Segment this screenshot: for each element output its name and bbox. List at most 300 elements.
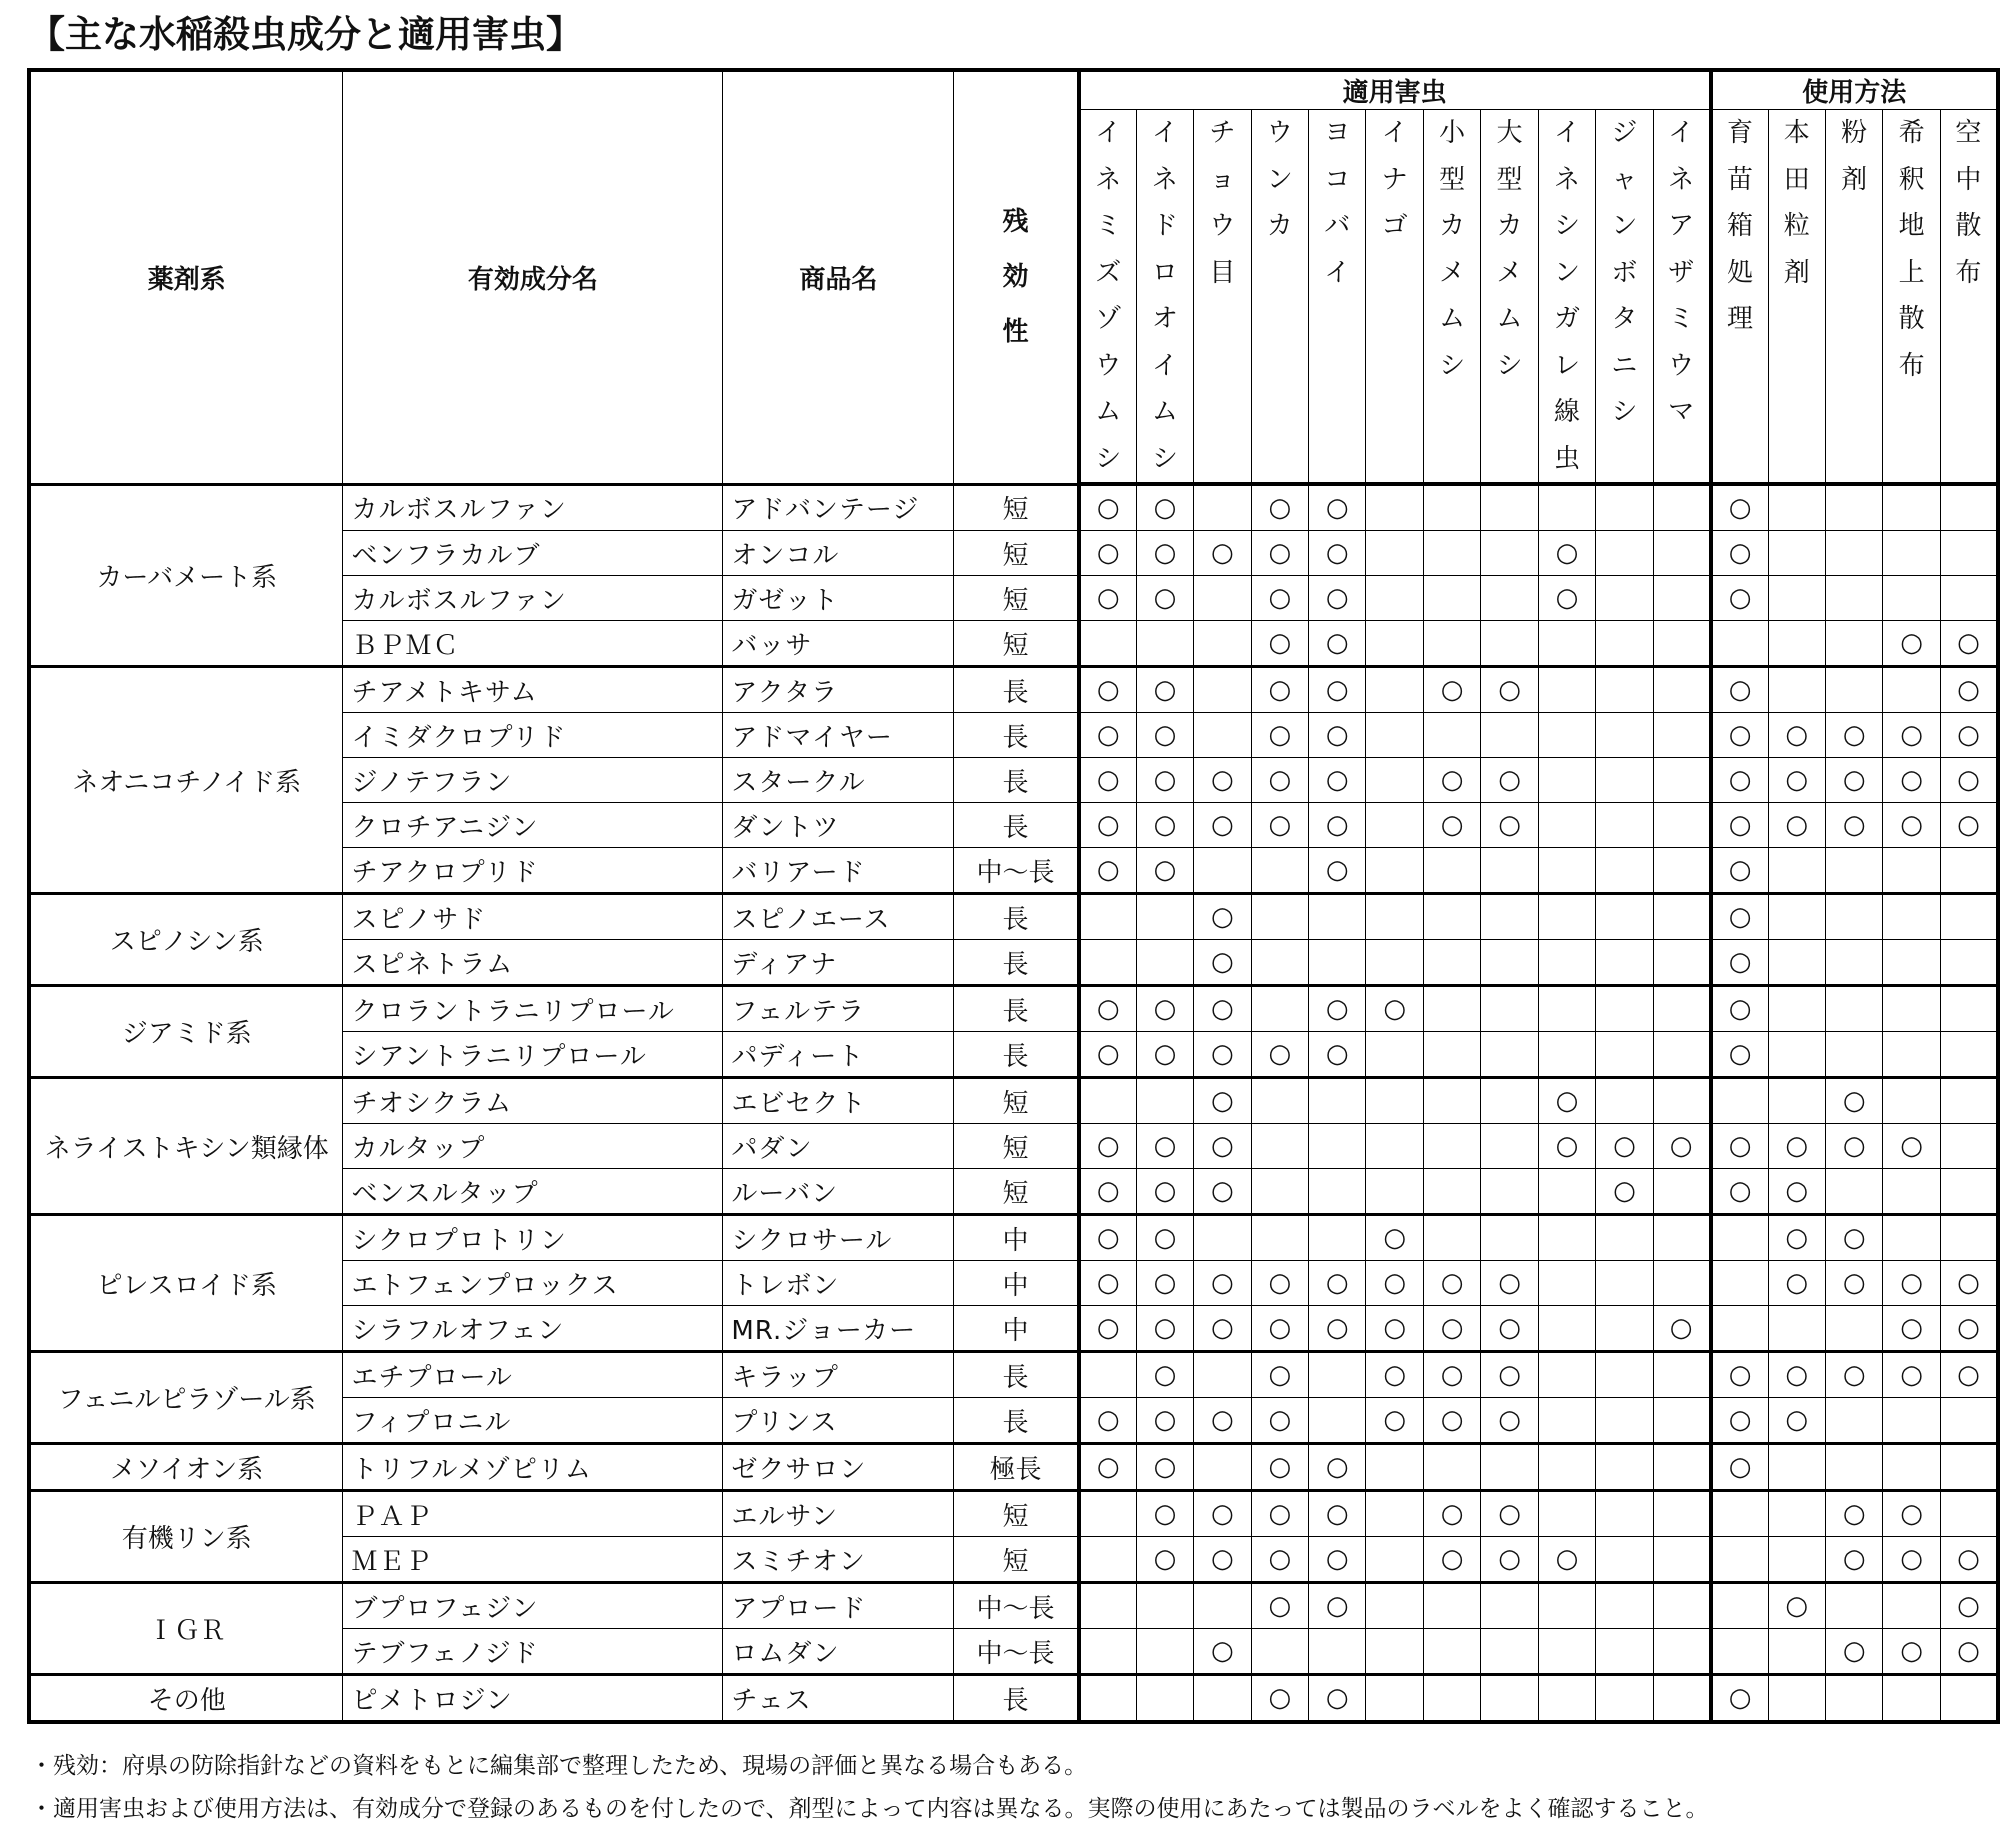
mark-empty (1079, 940, 1136, 986)
mark-empty (1366, 940, 1423, 986)
mark-circle: ○ (1309, 1537, 1366, 1583)
mark-empty (1423, 1124, 1480, 1169)
cell-residual: 長 (954, 667, 1079, 713)
mark-circle: ○ (1825, 1215, 1882, 1261)
mark-empty (1538, 986, 1595, 1032)
mark-empty (1538, 1398, 1595, 1444)
mark-empty (1251, 986, 1308, 1032)
cell-residual: 短 (954, 576, 1079, 621)
mark-empty (1423, 986, 1480, 1032)
mark-circle: ○ (1711, 1398, 1768, 1444)
mark-empty (1883, 1032, 1940, 1078)
cell-product: アプロード (723, 1583, 954, 1629)
mark-circle: ○ (1251, 713, 1308, 758)
mark-circle: ○ (1309, 1675, 1366, 1723)
cell-product: スタークル (723, 758, 954, 803)
mark-empty (1940, 986, 1998, 1032)
mark-circle: ○ (1136, 1398, 1193, 1444)
header-pests-group: 適用害虫 (1079, 70, 1711, 110)
mark-circle: ○ (1251, 1352, 1308, 1398)
mark-circle: ○ (1366, 1215, 1423, 1261)
mark-empty (1194, 484, 1251, 531)
header-pest-2-char: チ (1209, 118, 1236, 148)
mark-circle: ○ (1309, 1032, 1366, 1078)
header-pest-8-char: シ (1553, 211, 1580, 241)
mark-empty (1481, 621, 1538, 667)
mark-circle: ○ (1136, 1537, 1193, 1583)
mark-empty (1481, 894, 1538, 940)
mark-circle: ○ (1481, 1537, 1538, 1583)
header-method-4-char: 散 (1955, 211, 1982, 241)
table-row (29, 1444, 1998, 1491)
cell-ingredient: エチプロール (343, 1352, 723, 1398)
cell-ingredient: トリフルメゾピリム (343, 1444, 723, 1491)
mark-circle: ○ (1883, 1537, 1940, 1583)
cell-ingredient: チアメトキサム (343, 667, 723, 713)
mark-circle: ○ (1940, 1537, 1998, 1583)
mark-circle: ○ (1194, 986, 1251, 1032)
mark-circle: ○ (1825, 1629, 1882, 1675)
mark-circle: ○ (1711, 848, 1768, 894)
cell-ingredient: クロチアニジン (343, 803, 723, 848)
mark-empty (1481, 1444, 1538, 1491)
header-pest-4 (1309, 110, 1366, 485)
header-product: 商品名 (723, 70, 954, 484)
mark-circle: ○ (1079, 1124, 1136, 1169)
mark-empty (1194, 576, 1251, 621)
mark-circle: ○ (1194, 758, 1251, 803)
mark-circle: ○ (1251, 1537, 1308, 1583)
mark-empty (1768, 1032, 1825, 1078)
mark-empty (1481, 576, 1538, 621)
mark-empty (1251, 848, 1308, 894)
mark-empty (1596, 1491, 1653, 1537)
mark-empty (1366, 531, 1423, 576)
cell-residual: 短 (954, 484, 1079, 531)
mark-circle: ○ (1538, 1124, 1595, 1169)
header-pest-8-char: 虫 (1553, 443, 1580, 474)
mark-empty (1596, 1215, 1653, 1261)
mark-empty (1883, 667, 1940, 713)
cell-ingredient: カルボスルファン (343, 576, 723, 621)
insecticide-table (27, 68, 2000, 1724)
mark-empty (1538, 667, 1595, 713)
mark-empty (1711, 1583, 1768, 1629)
cell-product: ゼクサロン (723, 1444, 954, 1491)
header-pest-0-char: ミ (1095, 211, 1122, 241)
mark-circle: ○ (1251, 1675, 1308, 1723)
mark-circle: ○ (1940, 1583, 1998, 1629)
header-pest-5 (1366, 110, 1423, 485)
header-pest-9-char: ジ (1611, 118, 1638, 148)
cell-class: ピレスロイド系 (29, 1215, 343, 1352)
mark-empty (1538, 1306, 1595, 1352)
header-pest-10-char: イ (1668, 118, 1695, 148)
cell-product: バリアード (723, 848, 954, 894)
mark-empty (1481, 1629, 1538, 1675)
mark-empty (1136, 1078, 1193, 1124)
mark-circle: ○ (1079, 667, 1136, 713)
cell-product: キラップ (723, 1352, 954, 1398)
header-pest-0-char: ゾ (1095, 304, 1122, 334)
mark-empty (1596, 1398, 1653, 1444)
mark-circle: ○ (1940, 621, 1998, 667)
header-method-2-char: 粉 (1841, 118, 1868, 148)
mark-empty (1653, 1078, 1710, 1124)
mark-circle: ○ (1596, 1124, 1653, 1169)
mark-empty (1596, 1444, 1653, 1491)
mark-empty (1366, 484, 1423, 531)
mark-circle: ○ (1883, 758, 1940, 803)
mark-empty (1538, 1444, 1595, 1491)
mark-circle: ○ (1079, 1032, 1136, 1078)
cell-residual: 長 (954, 894, 1079, 940)
header-method-1 (1768, 110, 1825, 485)
mark-circle: ○ (1940, 758, 1998, 803)
mark-circle: ○ (1251, 576, 1308, 621)
mark-empty (1366, 1124, 1423, 1169)
mark-circle: ○ (1309, 1306, 1366, 1352)
mark-empty (1940, 1078, 1998, 1124)
mark-circle: ○ (1309, 986, 1366, 1032)
mark-empty (1596, 531, 1653, 576)
mark-circle: ○ (1366, 1352, 1423, 1398)
mark-circle: ○ (1538, 1537, 1595, 1583)
mark-circle: ○ (1251, 758, 1308, 803)
table-row (29, 1675, 1998, 1723)
mark-empty (1653, 803, 1710, 848)
cell-ingredient: シアントラニリプロール (343, 1032, 723, 1078)
header-methods-group: 使用方法 (1711, 70, 1998, 110)
mark-circle: ○ (1883, 1491, 1940, 1537)
cell-product: スミチオン (723, 1537, 954, 1583)
table-row (29, 484, 1998, 531)
mark-empty (1481, 1032, 1538, 1078)
table-row (29, 1491, 1998, 1537)
cell-residual: 長 (954, 1398, 1079, 1444)
header-pest-7-char: 型 (1496, 164, 1523, 195)
mark-empty (1366, 803, 1423, 848)
mark-empty (1481, 986, 1538, 1032)
mark-circle: ○ (1711, 986, 1768, 1032)
header-method-3-char: 上 (1898, 257, 1925, 288)
cell-ingredient: チオシクラム (343, 1078, 723, 1124)
header-pest-1 (1136, 110, 1193, 485)
mark-empty (1309, 940, 1366, 986)
cell-residual: 中 (954, 1215, 1079, 1261)
mark-circle: ○ (1251, 1261, 1308, 1306)
mark-empty (1653, 1444, 1710, 1491)
cell-residual: 長 (954, 758, 1079, 803)
mark-circle: ○ (1079, 803, 1136, 848)
header-pest-9 (1596, 110, 1653, 485)
mark-circle: ○ (1194, 1537, 1251, 1583)
mark-circle: ○ (1883, 1124, 1940, 1169)
mark-empty (1194, 713, 1251, 758)
cell-residual: 長 (954, 803, 1079, 848)
mark-empty (1423, 1444, 1480, 1491)
mark-empty (1596, 940, 1653, 986)
cell-ingredient: ブプロフェジン (343, 1583, 723, 1629)
mark-empty (1596, 986, 1653, 1032)
cell-ingredient: スピノサド (343, 894, 723, 940)
header-method-4-char: 布 (1955, 257, 1982, 288)
mark-empty (1194, 848, 1251, 894)
mark-empty (1538, 621, 1595, 667)
mark-circle: ○ (1194, 1078, 1251, 1124)
mark-empty (1481, 484, 1538, 531)
cell-ingredient: イミダクロプリド (343, 713, 723, 758)
header-pest-4-char: コ (1324, 164, 1351, 195)
mark-empty (1653, 713, 1710, 758)
mark-circle: ○ (1423, 803, 1480, 848)
header-pest-9-char: ャ (1611, 164, 1638, 195)
mark-empty (1940, 1675, 1998, 1723)
mark-empty (1653, 848, 1710, 894)
mark-empty (1423, 1215, 1480, 1261)
mark-circle: ○ (1309, 484, 1366, 531)
header-pest-7-char: カ (1496, 211, 1523, 241)
header-pest-9-char: シ (1611, 397, 1638, 427)
mark-circle: ○ (1309, 713, 1366, 758)
mark-circle: ○ (1940, 1261, 1998, 1306)
header-pest-2 (1194, 110, 1251, 485)
header-pest-1-char: オ (1151, 304, 1178, 334)
header-method-1-char: 本 (1783, 118, 1810, 148)
mark-empty (1940, 1215, 1998, 1261)
mark-empty (1194, 1444, 1251, 1491)
mark-circle: ○ (1768, 1583, 1825, 1629)
mark-empty (1883, 1169, 1940, 1215)
mark-empty (1825, 1444, 1882, 1491)
mark-empty (1940, 1491, 1998, 1537)
mark-circle: ○ (1309, 667, 1366, 713)
mark-empty (1768, 1306, 1825, 1352)
header-pest-6-char: シ (1439, 350, 1466, 381)
mark-empty (1653, 1629, 1710, 1675)
cell-residual: 中～長 (954, 848, 1079, 894)
cell-product: パダン (723, 1124, 954, 1169)
header-method-3 (1883, 110, 1940, 485)
header-pest-0-char: シ (1095, 443, 1122, 474)
mark-empty (1366, 667, 1423, 713)
mark-circle: ○ (1883, 713, 1940, 758)
cell-class: ＩＧＲ (29, 1583, 343, 1675)
header-method-0-char: 育 (1727, 118, 1754, 148)
cell-product: スピノエース (723, 894, 954, 940)
mark-empty (1883, 1398, 1940, 1444)
mark-circle: ○ (1136, 1306, 1193, 1352)
mark-empty (1481, 1215, 1538, 1261)
mark-empty (1825, 1675, 1882, 1723)
mark-circle: ○ (1711, 484, 1768, 531)
cell-ingredient: テブフェノジド (343, 1629, 723, 1675)
mark-empty (1768, 1444, 1825, 1491)
mark-empty (1711, 621, 1768, 667)
mark-empty (1481, 1583, 1538, 1629)
header-method-1-char: 粒 (1783, 211, 1810, 241)
mark-empty (1366, 1629, 1423, 1675)
mark-empty (1538, 940, 1595, 986)
table-row (29, 1078, 1998, 1124)
header-method-0 (1711, 110, 1768, 485)
cell-residual: 長 (954, 1352, 1079, 1398)
mark-empty (1883, 986, 1940, 1032)
mark-empty (1309, 1398, 1366, 1444)
header-pest-0-char: ム (1095, 397, 1122, 427)
mark-empty (1538, 1352, 1595, 1398)
mark-circle: ○ (1423, 1491, 1480, 1537)
mark-circle: ○ (1883, 1261, 1940, 1306)
mark-circle: ○ (1194, 1491, 1251, 1537)
header-pest-3 (1251, 110, 1308, 485)
mark-empty (1596, 1352, 1653, 1398)
mark-empty (1136, 1675, 1193, 1723)
cell-product: MR.ジョーカー (723, 1306, 954, 1352)
header-method-4 (1940, 110, 1998, 485)
mark-empty (1194, 1215, 1251, 1261)
mark-circle: ○ (1768, 1398, 1825, 1444)
mark-circle: ○ (1711, 1675, 1768, 1723)
mark-circle: ○ (1194, 1261, 1251, 1306)
mark-empty (1423, 1675, 1480, 1723)
mark-circle: ○ (1825, 1124, 1882, 1169)
mark-circle: ○ (1194, 1306, 1251, 1352)
mark-empty (1423, 713, 1480, 758)
mark-circle: ○ (1309, 1444, 1366, 1491)
table-row (29, 1215, 1998, 1261)
mark-empty (1596, 576, 1653, 621)
header-class: 薬剤系 (29, 70, 343, 484)
mark-empty (1883, 1675, 1940, 1723)
mark-empty (1883, 940, 1940, 986)
header-pest-9-char: タ (1611, 304, 1638, 334)
header-pest-10-char: ザ (1668, 257, 1695, 288)
mark-empty (1825, 986, 1882, 1032)
mark-circle: ○ (1768, 1352, 1825, 1398)
mark-empty (1423, 1583, 1480, 1629)
mark-empty (1825, 531, 1882, 576)
mark-empty (1423, 484, 1480, 531)
cell-residual: 短 (954, 531, 1079, 576)
mark-empty (1825, 667, 1882, 713)
table-row (29, 1583, 1998, 1629)
cell-ingredient: ベンスルタップ (343, 1169, 723, 1215)
mark-circle: ○ (1309, 1491, 1366, 1537)
header-pest-9-char: ニ (1611, 350, 1638, 381)
mark-empty (1768, 894, 1825, 940)
mark-empty (1653, 986, 1710, 1032)
mark-empty (1538, 1261, 1595, 1306)
mark-empty (1194, 621, 1251, 667)
cell-product: バッサ (723, 621, 954, 667)
mark-circle: ○ (1883, 1352, 1940, 1398)
mark-circle: ○ (1768, 1124, 1825, 1169)
mark-empty (1251, 1215, 1308, 1261)
mark-empty (1768, 986, 1825, 1032)
header-method-4-char: 空 (1955, 118, 1982, 148)
mark-circle: ○ (1366, 986, 1423, 1032)
mark-empty (1366, 1169, 1423, 1215)
mark-empty (1825, 1306, 1882, 1352)
header-pest-4-char: イ (1324, 257, 1351, 288)
mark-circle: ○ (1883, 621, 1940, 667)
header-residual-char: 効 (1002, 261, 1029, 292)
mark-circle: ○ (1079, 484, 1136, 531)
mark-circle: ○ (1940, 803, 1998, 848)
mark-empty (1423, 848, 1480, 894)
mark-circle: ○ (1136, 576, 1193, 621)
cell-class: フェニルピラゾール系 (29, 1352, 343, 1444)
header-method-3-char: 散 (1898, 304, 1925, 334)
mark-empty (1653, 894, 1710, 940)
mark-empty (1079, 1675, 1136, 1723)
header-pest-0-char: ウ (1095, 350, 1122, 381)
mark-empty (1653, 1352, 1710, 1398)
header-pest-8-char: イ (1553, 118, 1580, 148)
mark-empty (1653, 1398, 1710, 1444)
note-residual: ・残効：府県の防除指針などの資料をもとに編集部で整理したため、現場の評価と異なる場合もある。 (30, 1753, 1088, 1779)
mark-circle: ○ (1136, 667, 1193, 713)
mark-empty (1711, 1078, 1768, 1124)
mark-circle: ○ (1251, 803, 1308, 848)
mark-empty (1481, 1169, 1538, 1215)
header-pest-1-char: イ (1151, 118, 1178, 148)
mark-empty (1366, 1444, 1423, 1491)
cell-product: ルーバン (723, 1169, 954, 1215)
mark-circle: ○ (1194, 940, 1251, 986)
mark-circle: ○ (1711, 940, 1768, 986)
mark-empty (1883, 576, 1940, 621)
mark-empty (1711, 1629, 1768, 1675)
mark-empty (1251, 1169, 1308, 1215)
mark-empty (1653, 1032, 1710, 1078)
cell-residual: 長 (954, 1675, 1079, 1723)
mark-circle: ○ (1883, 803, 1940, 848)
mark-empty (1883, 848, 1940, 894)
header-residual-char: 性 (1002, 316, 1029, 347)
mark-circle: ○ (1711, 803, 1768, 848)
mark-empty (1366, 1675, 1423, 1723)
mark-empty (1136, 1629, 1193, 1675)
mark-empty (1653, 1169, 1710, 1215)
header-pest-8-char: ン (1553, 257, 1580, 288)
mark-empty (1251, 1629, 1308, 1675)
mark-circle: ○ (1538, 531, 1595, 576)
header-pest-2-char: ウ (1209, 211, 1236, 241)
mark-empty (1079, 1583, 1136, 1629)
mark-circle: ○ (1711, 894, 1768, 940)
mark-circle: ○ (1825, 758, 1882, 803)
header-pest-7 (1481, 110, 1538, 485)
mark-empty (1366, 1537, 1423, 1583)
mark-circle: ○ (1423, 667, 1480, 713)
mark-circle: ○ (1768, 758, 1825, 803)
header-method-3-char: 地 (1898, 211, 1925, 241)
mark-circle: ○ (1538, 1078, 1595, 1124)
header-method-3-char: 希 (1898, 118, 1925, 148)
mark-circle: ○ (1366, 1306, 1423, 1352)
cell-residual: 短 (954, 1078, 1079, 1124)
cell-ingredient: クロラントラニリプロール (343, 986, 723, 1032)
mark-circle: ○ (1768, 1261, 1825, 1306)
mark-empty (1251, 940, 1308, 986)
header-method-1-char: 田 (1783, 164, 1810, 195)
mark-empty (1653, 1491, 1710, 1537)
cell-residual: 短 (954, 1537, 1079, 1583)
mark-empty (1423, 576, 1480, 621)
header-method-3-char: 布 (1898, 350, 1925, 381)
